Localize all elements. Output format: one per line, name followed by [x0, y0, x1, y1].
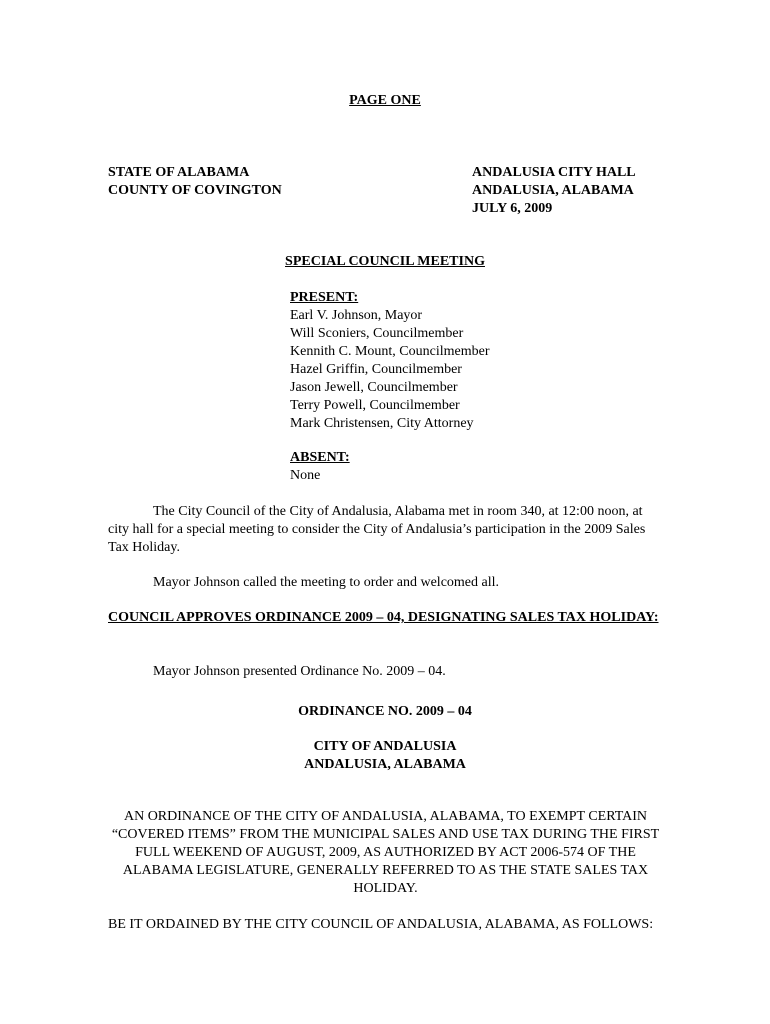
ordained-paragraph: BE IT ORDAINED BY THE CITY COUNCIL OF ANDALUSIA, ALABAMA, AS FOLLOWS: [108, 917, 654, 932]
state-line: STATE OF ALABAMA [108, 165, 250, 180]
ordinance-number: ORDINANCE NO. 2009 – 04 [298, 704, 472, 719]
attendee: Mark Christensen, City Attorney [290, 416, 474, 431]
ordinance-city: CITY OF ANDALUSIA [313, 739, 457, 754]
intro-paragraph: The City Council of the City of Andalusia, Alabama met in room 340, at 12:00 noon, at city hall for a special meeting to consider the City of Andalusia’s participation in the 2009 Sales Tax Holiday. [108, 504, 646, 555]
section-heading: COUNCIL APPROVES ORDINANCE 2009 – 04, DESIGNATING SALES TAX HOLIDAY: [108, 610, 659, 625]
attendee: Earl V. Johnson, Mayor [290, 308, 423, 323]
attendee: Hazel Griffin, Councilmember [290, 362, 462, 377]
attendee: Terry Powell, Councilmember [290, 398, 460, 413]
page-heading: PAGE ONE [349, 93, 421, 108]
location-date-block [472, 164, 636, 218]
venue-line: ANDALUSIA CITY HALL [472, 165, 636, 180]
meeting-title: SPECIAL COUNCIL MEETING [285, 254, 485, 269]
date-line: JULY 6, 2009 [472, 201, 553, 216]
absent-list [290, 449, 350, 485]
present-list [290, 289, 489, 433]
attendee: Kennith C. Mount, Councilmember [290, 344, 490, 359]
attendee: Will Sconiers, Councilmember [290, 326, 464, 341]
absent-label: ABSENT: [290, 450, 350, 465]
attendee: Jason Jewell, Councilmember [290, 380, 458, 395]
present-label: PRESENT: [290, 290, 359, 305]
ordinance-description: AN ORDINANCE OF THE CITY OF ANDALUSIA, ALABAMA, TO EXEMPT CERTAIN “COVERED ITEMS” FROM THE MUNICIPAL SALES AND USE TAX DURING THE FIRST FULL WEEKEND OF AUGUST, 2009, AS AUTHORIZED BY ACT 2006-574 OF THE ALABAMA LEGISLATURE, GENERALLY REFERRED TO AS THE STATE SALES TAX HOLIDAY. [111, 809, 660, 896]
county-line: COUNTY OF COVINGTON [108, 183, 282, 198]
ordinance-city-block [0, 738, 770, 774]
ordinance-state: ANDALUSIA, ALABAMA [304, 757, 466, 772]
presented-paragraph: Mayor Johnson presented Ordinance No. 2009 – 04. [153, 664, 446, 679]
city-line: ANDALUSIA, ALABAMA [472, 183, 634, 198]
absent-value: None [290, 468, 321, 483]
jurisdiction-block [108, 164, 282, 200]
call-to-order-paragraph: Mayor Johnson called the meeting to order and welcomed all. [153, 575, 500, 590]
